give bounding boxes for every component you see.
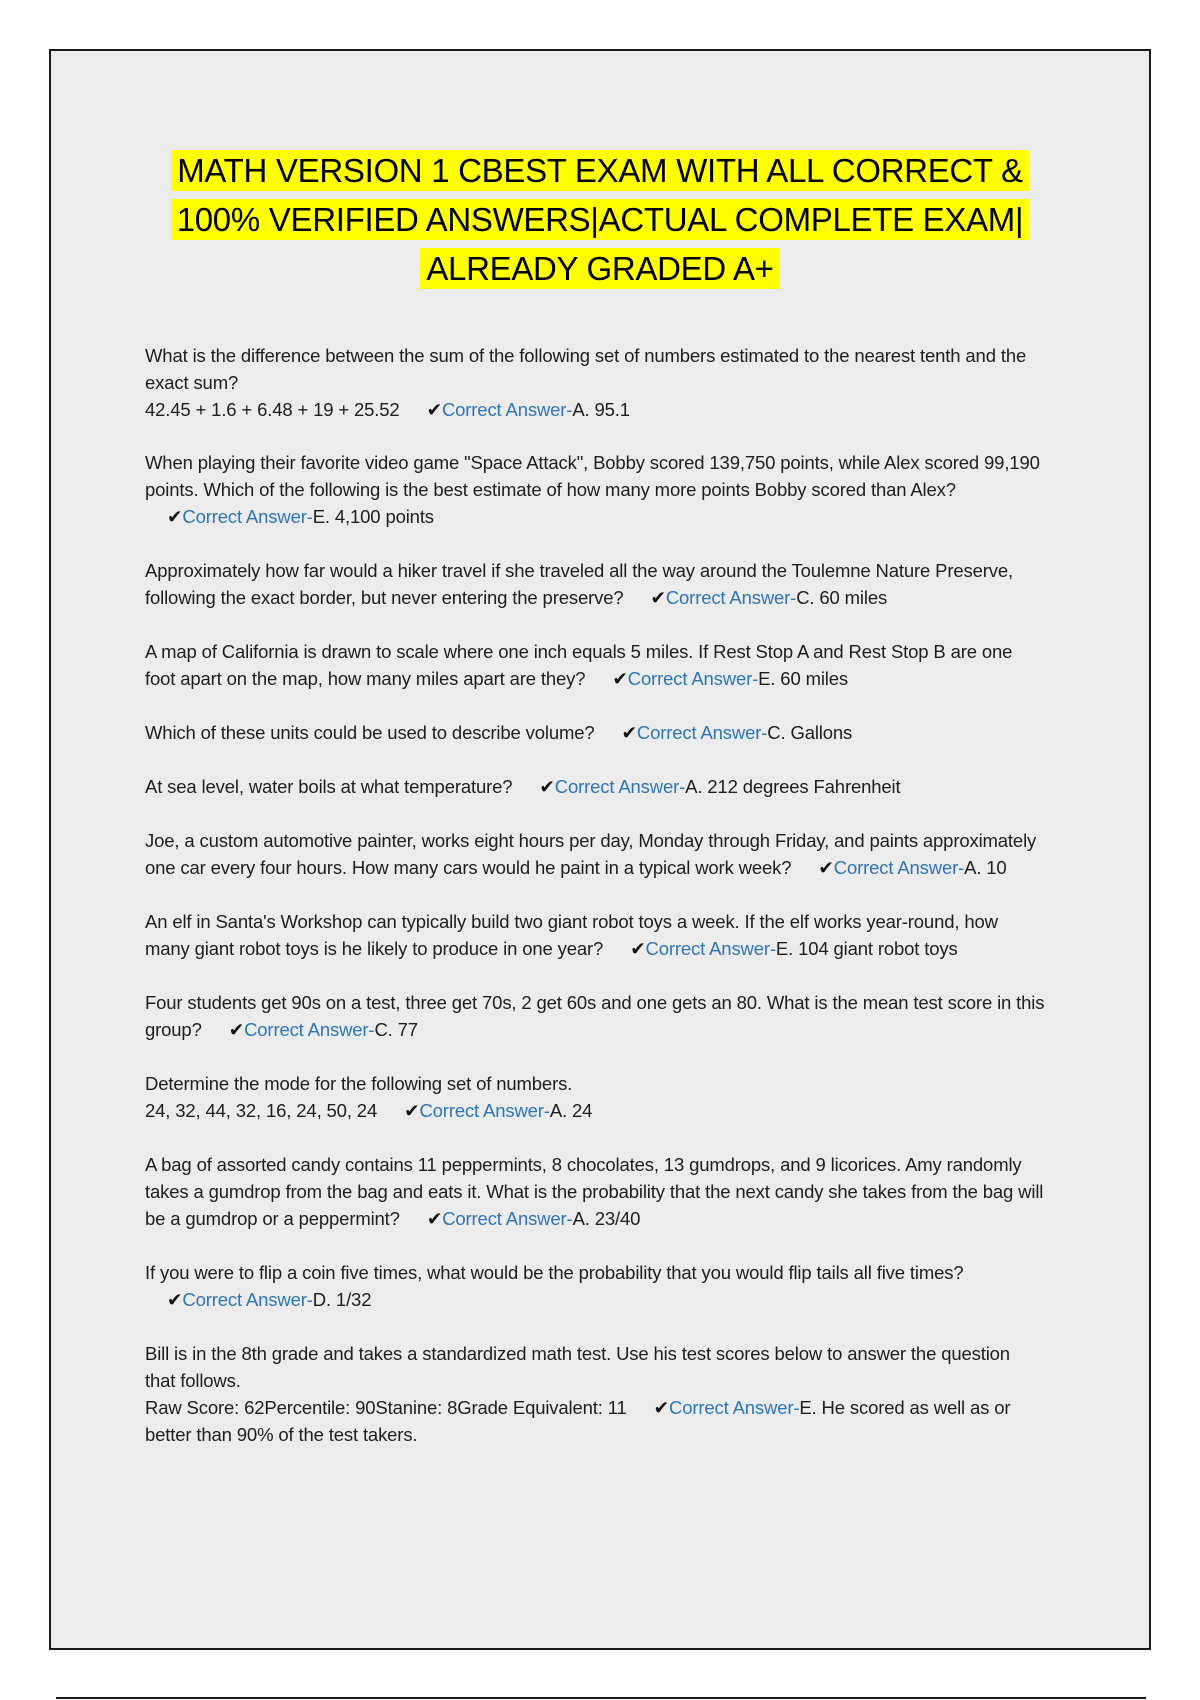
check-icon: ✔ — [630, 938, 646, 959]
correct-answer-label: Correct Answer- — [182, 1289, 313, 1310]
correct-answer-label: Correct Answer- — [554, 776, 686, 797]
check-icon: ✔ — [167, 1289, 183, 1310]
check-icon: ✔ — [404, 1100, 420, 1121]
question-item — [145, 638, 1045, 692]
answer-value: C. 60 miles — [796, 587, 888, 608]
question-text: Determine the mode for the following set of numbers. 24, 32, 44, 32, 16, 24, 50, 24 — [145, 1073, 573, 1121]
document-title — [100, 146, 1100, 293]
title-line-3: ALREADY GRADED A+ — [420, 248, 779, 289]
question-list — [145, 342, 1045, 1475]
correct-answer-label: Correct Answer- — [669, 1397, 800, 1418]
answer-value: A. 23/40 — [572, 1208, 641, 1229]
correct-answer — [818, 857, 1006, 878]
correct-answer-label: Correct Answer- — [244, 1019, 375, 1040]
correct-answer-label: Correct Answer- — [636, 722, 768, 743]
correct-answer — [612, 668, 848, 689]
correct-answer — [404, 1100, 592, 1121]
question-text: Which of these units could be used to describe volume? — [145, 722, 595, 743]
question-text: A bag of assorted candy contains 11 peppermints, 8 chocolates, 13 gumdrops, and 9 licorices. Amy randomly takes a gumdrop from the bag and eats it. What is the probability that the next candy she takes from the bag will be a gumdrop or a peppermint? — [145, 1154, 1044, 1229]
question-item — [145, 342, 1045, 423]
question-text: When playing their favorite video game "Space Attack", Bobby scored 139,750 points, while Alex scored 99,190 points. Which of the following is the best estimate of how many more points Bobby scored than Alex? — [145, 452, 1040, 500]
check-icon: ✔ — [426, 1208, 443, 1229]
correct-answer — [167, 1289, 371, 1310]
correct-answer — [229, 1019, 418, 1040]
question-text: Bill is in the 8th grade and takes a standardized math test. Use his test scores below to answer the question that follows. Raw Score: 62Percentile: 90Stanine: 8Grade Equivalent: 11 — [145, 1343, 1010, 1418]
answer-value: E. 104 giant robot toys — [775, 938, 958, 959]
correct-answer-label: Correct Answer- — [419, 1100, 550, 1121]
question-text: Four students get 90s on a test, three get 70s, 2 get 60s and one gets an 80. What is the mean test score in this group? — [145, 992, 1045, 1040]
question-text: Approximately how far would a hiker travel if she traveled all the way around the Toulemne Nature Preserve, following the exact border, but never entering the preserve? — [145, 560, 1013, 608]
answer-value: E. He scored as well as or better than 90% of the test takers. — [145, 1397, 1011, 1445]
question-item — [145, 1070, 1045, 1124]
answer-value: A. 95.1 — [572, 399, 630, 420]
question-text: A map of California is drawn to scale where one inch equals 5 miles. If Rest Stop A and Rest Stop B are one foot apart on the map, how many miles apart are they? — [145, 641, 1013, 689]
title-line-2: 100% VERIFIED ANSWERS|ACTUAL COMPLETE EXAM| — [171, 199, 1030, 240]
correct-answer-label: Correct Answer- — [182, 506, 313, 527]
answer-value: A. 24 — [549, 1100, 593, 1121]
correct-answer-label: Correct Answer- — [441, 399, 573, 420]
question-text: What is the difference between the sum of the following set of numbers estimated to the nearest tenth and the exact sum? 42.45 + 1.6 + 6.48 + 19 + 25.52 — [145, 345, 1027, 420]
question-item — [145, 1259, 1045, 1313]
correct-answer-label: Correct Answer- — [833, 857, 965, 878]
check-icon: ✔ — [818, 857, 834, 878]
page-divider — [56, 1697, 1146, 1699]
correct-answer — [630, 938, 957, 959]
question-item — [145, 908, 1045, 962]
question-item — [145, 719, 1045, 746]
answer-value: D. 1/32 — [312, 1289, 372, 1310]
check-icon: ✔ — [228, 1019, 245, 1040]
question-text: Joe, a custom automotive painter, works eight hours per day, Monday through Friday, and paints approximately one car every four hours. How many cars would he paint in a typical work week? — [145, 830, 1037, 878]
check-icon: ✔ — [167, 506, 183, 527]
correct-answer — [539, 776, 900, 797]
question-text: If you were to flip a coin five times, what would be the probability that you would flip tails all five times? — [145, 1262, 964, 1283]
answer-value: A. 10 — [964, 857, 1007, 878]
answer-value: C. 77 — [374, 1019, 418, 1040]
check-icon: ✔ — [650, 587, 666, 608]
question-item — [145, 989, 1045, 1043]
correct-answer — [650, 587, 887, 608]
correct-answer-label: Correct Answer- — [665, 587, 797, 608]
check-icon: ✔ — [612, 668, 628, 689]
answer-value: E. 4,100 points — [312, 506, 434, 527]
question-text: An elf in Santa's Workshop can typically build two giant robot toys a week. If the elf works year-round, how many giant robot toys is he likely to produce in one year? — [145, 911, 998, 959]
question-item — [145, 1151, 1045, 1232]
answer-value: A. 212 degrees Fahrenheit — [685, 776, 901, 797]
title-line-1: MATH VERSION 1 CBEST EXAM WITH ALL CORRECT & — [171, 150, 1029, 191]
check-icon: ✔ — [621, 722, 637, 743]
check-icon: ✔ — [426, 399, 442, 420]
question-item — [145, 827, 1045, 881]
answer-value: E. 60 miles — [758, 668, 848, 689]
correct-answer — [167, 506, 434, 527]
check-icon: ✔ — [653, 1397, 670, 1418]
correct-answer-label: Correct Answer- — [442, 1208, 573, 1229]
answer-value: C. Gallons — [767, 722, 853, 743]
question-item — [145, 449, 1045, 530]
correct-answer — [622, 722, 853, 743]
correct-answer-label: Correct Answer- — [627, 668, 759, 689]
question-text: At sea level, water boils at what temperature? — [145, 776, 513, 797]
correct-answer — [427, 1208, 640, 1229]
correct-answer — [427, 399, 630, 420]
question-item — [145, 773, 1045, 800]
question-item — [145, 1340, 1045, 1448]
correct-answer-label: Correct Answer- — [645, 938, 776, 959]
question-item — [145, 557, 1045, 611]
check-icon: ✔ — [539, 776, 555, 797]
